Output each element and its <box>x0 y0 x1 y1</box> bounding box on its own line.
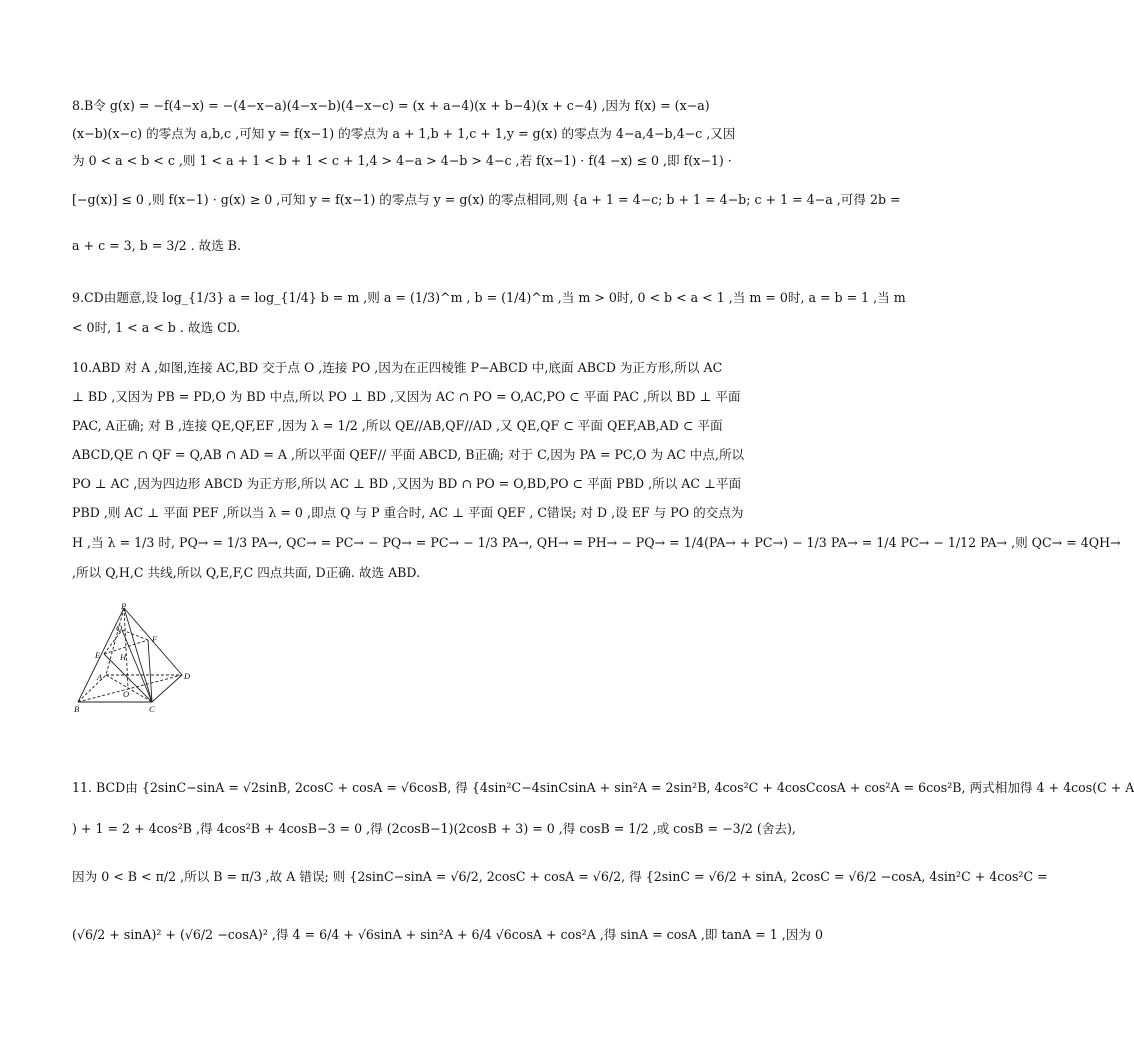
label-Q: Q <box>116 623 123 633</box>
label-E: E <box>95 650 101 660</box>
text-line: 8.B令 g(x) = −f(4−x) = −(4−x−a)(4−x−b)(4−x−c) = (x + a−4)(x + b−4)(x + c−4) ,因为 f(x) = (x−a) <box>72 98 710 113</box>
text-line: 10.ABD 对 A ,如图,连接 AC,BD 交于点 O ,连接 PO ,因为在正四棱锥 P−ABCD 中,底面 ABCD 为正方形,所以 AC <box>72 360 723 375</box>
text-line: ) + 1 = 2 + 4cos²B ,得 4cos²B + 4cosB−3 = 0 ,得 (2cosB−1)(2cosB + 3) = 0 ,得 cosB = 1/2 ,或 cosB = −3/2 (舍去), <box>72 821 796 836</box>
label-O: O <box>123 689 130 699</box>
label-B: B <box>74 704 80 714</box>
text-line: ,所以 Q,H,C 共线,所以 Q,E,F,C 四点共面, D正确. 故选 ABD. <box>72 565 421 580</box>
text-line: PBD ,则 AC ⊥ 平面 PEF ,所以当 λ = 0 ,即点 Q 与 P 重合时, AC ⊥ 平面 QEF , C错误; 对 D ,设 EF 与 PO 的交点为 <box>72 505 744 520</box>
text-line: PAC, A正确; 对 B ,连接 QE,QF,EF ,因为 λ = 1/2 ,所以 QE//AB,QF//AD ,又 QE,QF ⊂ 平面 QEF,AB,AD ⊂ 平面 <box>72 418 723 433</box>
label-F: F <box>152 634 158 644</box>
text-line: 因为 0 < B < π/2 ,所以 B = π/3 ,故 A 错误; 则 {2sinC−sinA = √6/2, 2cosC + cosA = √6/2, 得 {2sinC = √6/2 + sinA, 2cosC = √6/2 −cosA, 4sin²C + 4cos²C = <box>72 869 1048 884</box>
label-A: A <box>97 672 103 682</box>
text-line: < 0时, 1 < a < b . 故选 CD. <box>72 320 241 335</box>
text-line: (x−b)(x−c) 的零点为 a,b,c ,可知 y = f(x−1) 的零点为 a + 1,b + 1,c + 1,y = g(x) 的零点为 4−a,4−b,4−c ,又因 <box>72 126 736 141</box>
text-line: 为 0 < a < b < c ,则 1 < a + 1 < b + 1 < c + 1,4 > 4−a > 4−b > 4−c ,若 f(x−1) · f(4 −x) ≤ 0 ,即 f(x−1) · <box>72 153 732 168</box>
text-line: [−g(x)] ≤ 0 ,则 f(x−1) · g(x) ≥ 0 ,可知 y = f(x−1) 的零点与 y = g(x) 的零点相同,则 {a + 1 = 4−c; b + 1 = 4−b; c + 1 = 4−a ,可得 2b = <box>72 192 901 207</box>
label-P: P <box>121 601 127 611</box>
text-line: ABCD,QE ∩ QF = Q,AB ∩ AD = A ,所以平面 QEF// 平面 ABCD, B正确; 对于 C,因为 PA = PC,O 为 AC 中点,所以 <box>72 447 745 462</box>
text-line: ⊥ BD ,又因为 PB = PD,O 为 BD 中点,所以 PO ⊥ BD ,又因为 AC ∩ PO = O,AC,PO ⊂ 平面 PAC ,所以 BD ⊥ 平面 <box>72 389 741 404</box>
text-line: a + c = 3, b = 3/2 . 故选 B. <box>72 238 242 253</box>
label-D: D <box>184 671 191 681</box>
label-H: H <box>120 652 127 662</box>
text-line: (√6/2 + sinA)² + (√6/2 −cosA)² ,得 4 = 6/4 + √6sinA + sin²A + 6/4 √6cosA + cos²A ,得 sinA = cosA ,即 tanA = 1 ,因为 0 <box>72 927 824 942</box>
pyramid-figure <box>70 602 195 714</box>
text-line: 9.CD由题意,设 log_{1/3} a = log_{1/4} b = m ,则 a = (1/3)^m , b = (1/4)^m ,当 m > 0时, 0 < b < a < 1 ,当 m = 0时, a = b = 1 ,当 m <box>72 290 906 305</box>
text-line: PO ⊥ AC ,因为四边形 ABCD 为正方形,所以 AC ⊥ BD ,又因为 BD ∩ PO = O,BD,PO ⊂ 平面 PBD ,所以 AC ⊥平面 <box>72 476 742 491</box>
segment-EQ <box>104 630 122 654</box>
label-C: C <box>149 704 155 714</box>
text-line: 11. BCD由 {2sinC−sinA = √2sinB, 2cosC + cosA = √6cosB, 得 {4sin²C−4sinCsinA + sin²A = 2sin²B, 4cos²C + 4cosCcosA + cos²A = 6cos²B, 两式相加得 4 + 4cos(C + A <box>72 780 1134 795</box>
text-line: H ,当 λ = 1/3 时, PQ→ = 1/3 PA→, QC→ = PC→ − PQ→ = PC→ − 1/3 PA→, QH→ = PH→ − PQ→ = 1/4(PA→ + PC→) − 1/3 PA→ = 1/4 PC→ − 1/12 PA→ ,则 QC→ = 4QH→ <box>72 535 1121 550</box>
